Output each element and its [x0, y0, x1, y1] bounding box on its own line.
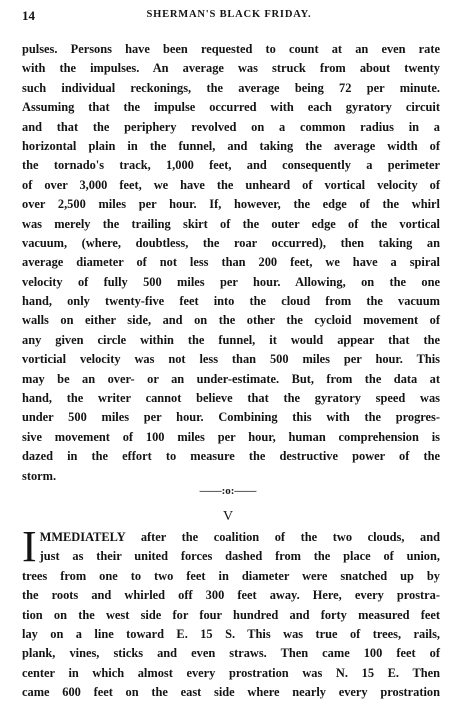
text-line: storm. — [22, 468, 57, 483]
text-line: hand, the writer cannot believe that the gyratory speed was — [22, 391, 440, 406]
text-line: walls on either side, and on the other the cycloid movement of — [22, 313, 440, 328]
text-line: plank, vines, sticks and even straws. Then came 100 feet of — [22, 646, 440, 661]
chapter-number: V — [222, 509, 234, 524]
text-line: of over 3,000 feet, we have the unheard of vortical velocity of — [22, 177, 440, 192]
text-line: pulses. Persons have been requested to count at an even rate — [22, 42, 440, 56]
text-line: with the impulses. An average was struck from about twenty — [22, 61, 440, 76]
text-line: and that the periphery revolved on a common radius in a — [22, 119, 440, 134]
text-line: sive movement of 100 miles per hour, human comprehension is — [22, 429, 440, 444]
page-number: 14 — [22, 8, 35, 23]
text-line: trees from one to two feet in diameter were snatched up by — [22, 568, 440, 583]
text-line: over 2,500 miles per hour. If, however, the edge of the whirl — [22, 197, 440, 212]
text-line: hand, only twenty-five feet into the cloud from the vacuum — [22, 294, 440, 309]
section-separator: ——:o:—— — [199, 485, 257, 497]
text-line: under 500 miles per hour. Combining this with the progres- — [22, 410, 440, 425]
text-line: tion on the west side for four hundred and forty measured feet — [22, 607, 440, 622]
text-line: velocity of fully 500 miles per hour. Allowing, on the one — [22, 274, 440, 289]
text-line: came 600 feet on the east side where nearly every prostration — [22, 685, 440, 700]
text-line: vorticial velocity was not less than 500 miles per hour. This — [22, 352, 440, 367]
text-line: vacuum, (where, doubtless, the roar occurred), then taking an — [22, 235, 440, 250]
text-line: horizontal plain in the funnel, and taking the average width of — [22, 138, 440, 153]
text-line: center in which almost every prostration was N. 15 E. Then — [22, 665, 440, 680]
drop-cap: I — [22, 522, 37, 571]
text-line: Assuming that the impulse occurred with each gyratory circuit — [22, 100, 440, 115]
text-line: dazed in the effort to measure the destructive power of the — [22, 449, 440, 464]
text-line: may be an over- or an under-estimate. But, from the data at — [22, 371, 440, 386]
text-line: MMEDIATELY after the coalition of the two clouds, and — [39, 530, 440, 544]
text-line: the tornado's track, 1,000 feet, and consequently a perimeter — [22, 158, 440, 173]
text-line: such individual reckonings, the average being 72 per minute. — [22, 80, 440, 95]
text-line: the roots and whirled off 300 feet away. Here, every prostra- — [22, 588, 440, 603]
paragraph-tornado-velocity — [22, 40, 440, 486]
paragraph-chapter-opening — [22, 522, 440, 703]
page-header — [22, 8, 436, 28]
text-line: was merely the trailing skirt of the outer edge of the vortical — [22, 216, 440, 231]
running-head: SHERMAN'S BLACK FRIDAY. — [146, 9, 312, 20]
text-line: just as their united forces dashed from the place of union, — [39, 549, 440, 564]
text-line: any given circle within the funnel, it would appear that the — [22, 332, 440, 347]
text-line: average diameter of not less than 200 feet, we have a spiral — [22, 255, 440, 270]
text-line: lay on a line toward E. 15 S. This was true of trees, rails, — [22, 626, 440, 641]
